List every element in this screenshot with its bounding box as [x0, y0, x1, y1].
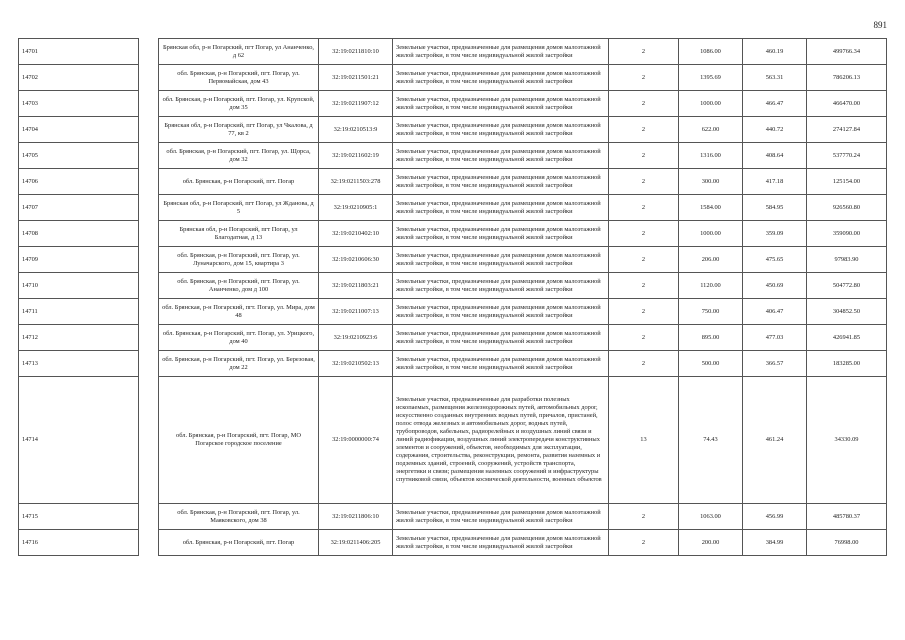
address-cell: обл. Брянская, р-н Погарский, пгт. Погар, ул. Щорса, дом 32 [159, 143, 319, 169]
cadastral-value-cell: 359090.00 [807, 221, 887, 247]
area-cell: 1063.00 [679, 504, 743, 530]
land-use-cell: Земельные участки, предназначенные для размещения домов малоэтажной жилой застройки, в том числе индивидуальной жилой застройки [393, 351, 609, 377]
spacer-cell [139, 377, 159, 504]
cadastral-value-cell: 183285.00 [807, 351, 887, 377]
cadastral-value-cell: 466470.00 [807, 91, 887, 117]
cadastral-value-cell: 426941.85 [807, 325, 887, 351]
category-cell: 2 [609, 351, 679, 377]
spacer-cell [139, 143, 159, 169]
specific-value-cell: 475.65 [743, 247, 807, 273]
category-cell: 2 [609, 221, 679, 247]
spacer-cell [139, 221, 159, 247]
spacer-cell [139, 530, 159, 556]
row-id: 14707 [19, 195, 139, 221]
land-use-cell: Земельные участки, предназначенные для размещения домов малоэтажной жилой застройки, в том числе индивидуальной жилой застройки [393, 530, 609, 556]
cadastral-number-cell: 32:19:0211503:278 [319, 169, 393, 195]
cadastral-number-cell: 32:19:0211406:205 [319, 530, 393, 556]
address-cell: обл. Брянская, р-н Погарский, пгт. Погар [159, 169, 319, 195]
category-cell: 2 [609, 504, 679, 530]
spacer-cell [139, 169, 159, 195]
cadastral-value-cell: 34330.09 [807, 377, 887, 504]
specific-value-cell: 563.31 [743, 65, 807, 91]
cadastral-value-cell: 97983.90 [807, 247, 887, 273]
address-cell: обл. Брянская, р-н Погарский, пгт. Погар [159, 530, 319, 556]
spacer-cell [139, 195, 159, 221]
table-row [19, 195, 887, 221]
cadastral-value-cell: 499766.34 [807, 39, 887, 65]
category-cell: 13 [609, 377, 679, 504]
spacer-cell [139, 39, 159, 65]
specific-value-cell: 584.95 [743, 195, 807, 221]
land-use-cell: Земельные участки, предназначенные для размещения домов малоэтажной жилой застройки, в том числе индивидуальной жилой застройки [393, 273, 609, 299]
row-id: 14705 [19, 143, 139, 169]
table-row [19, 65, 887, 91]
row-id: 14704 [19, 117, 139, 143]
row-id: 14706 [19, 169, 139, 195]
land-use-cell: Земельные участки, предназначенные для размещения домов малоэтажной жилой застройки, в том числе индивидуальной жилой застройки [393, 195, 609, 221]
specific-value-cell: 366.57 [743, 351, 807, 377]
area-cell: 74.43 [679, 377, 743, 504]
row-id: 14709 [19, 247, 139, 273]
land-use-cell: Земельные участки, предназначенные для разработки полезных ископаемых, размещения железнодорожных путей, автомобильных дорог, искусственно созданных внутренних водных путей, причалов, пристаней, полос отвода железных и автомобильных дорог, водных путей, трубопроводов, кабельных, радиорелейных и воздушных линий связи и линий радиофикации, воздушных линий электропередачи конструктивных элементов и сооружений, объектов, необходимых для эксплуатации, содержания, строительства, реконструкции, ремонта, развития наземных и подземных зданий, строений, сооружений, устройств транспорта, энергетики и связи; размещения наземных сооружений и инфраструктуры спутниковой связи, объектов космической деятельности, военных объектов [393, 377, 609, 504]
table-row [19, 117, 887, 143]
specific-value-cell: 440.72 [743, 117, 807, 143]
land-use-cell: Земельные участки, предназначенные для размещения домов малоэтажной жилой застройки, в том числе индивидуальной жилой застройки [393, 247, 609, 273]
table-row [19, 530, 887, 556]
table-row [19, 221, 887, 247]
cadastral-value-cell: 537770.24 [807, 143, 887, 169]
cadastral-value-cell: 504772.80 [807, 273, 887, 299]
row-id: 14702 [19, 65, 139, 91]
cadastral-number-cell: 32:19:0210923:6 [319, 325, 393, 351]
category-cell: 2 [609, 117, 679, 143]
cadastral-number-cell: 32:19:0211907:12 [319, 91, 393, 117]
specific-value-cell: 477.03 [743, 325, 807, 351]
address-cell: обл. Брянская, р-н Погарский, пгт. Погар, ул. Ананченко, дом д 100 [159, 273, 319, 299]
category-cell: 2 [609, 143, 679, 169]
area-cell: 895.00 [679, 325, 743, 351]
spacer-cell [139, 247, 159, 273]
cadastral-value-table [18, 38, 887, 556]
area-cell: 1000.00 [679, 91, 743, 117]
area-cell: 206.00 [679, 247, 743, 273]
table-row [19, 169, 887, 195]
area-cell: 750.00 [679, 299, 743, 325]
table-row [19, 247, 887, 273]
area-cell: 622.00 [679, 117, 743, 143]
area-cell: 1086.00 [679, 39, 743, 65]
area-cell: 1584.00 [679, 195, 743, 221]
address-cell: обл. Брянская, р-н Погарский, пгт. Погар, ул. Крупской, дом 35 [159, 91, 319, 117]
category-cell: 2 [609, 169, 679, 195]
specific-value-cell: 417.18 [743, 169, 807, 195]
cadastral-value-cell: 125154.00 [807, 169, 887, 195]
area-cell: 1316.00 [679, 143, 743, 169]
row-id: 14713 [19, 351, 139, 377]
address-cell: Брянская обл, р-н Погарский, пгт Погар, ул Благодатная, д 13 [159, 221, 319, 247]
table-row [19, 39, 887, 65]
cadastral-number-cell: 32:19:0211501:21 [319, 65, 393, 91]
cadastral-number-cell: 32:19:0210513:9 [319, 117, 393, 143]
spacer-cell [139, 91, 159, 117]
address-cell: обл. Брянская, р-н Погарский, пгт. Погар, ул. Луначарского, дом 15, квартира 3 [159, 247, 319, 273]
address-cell: обл. Брянская, р-н Погарский, пгт. Погар, ул. Первомайская, дом 43 [159, 65, 319, 91]
row-id: 14708 [19, 221, 139, 247]
land-use-cell: Земельные участки, предназначенные для размещения домов малоэтажной жилой застройки, в том числе индивидуальной жилой застройки [393, 299, 609, 325]
spacer-cell [139, 299, 159, 325]
cadastral-number-cell: 32:19:0210905:1 [319, 195, 393, 221]
table-row [19, 504, 887, 530]
cadastral-value-cell: 274127.84 [807, 117, 887, 143]
row-id: 14715 [19, 504, 139, 530]
cadastral-value-cell: 76998.00 [807, 530, 887, 556]
cadastral-number-cell: 32:19:0000000:74 [319, 377, 393, 504]
address-cell: обл. Брянская, р-н Погарский, пгт. Погар, ул. Маяковского, дом 38 [159, 504, 319, 530]
address-cell: Брянская обл, р-н Погарский, пгт Погар, ул Жданова, д 5 [159, 195, 319, 221]
land-use-cell: Земельные участки, предназначенные для размещения домов малоэтажной жилой застройки, в том числе индивидуальной жилой застройки [393, 39, 609, 65]
area-cell: 200.00 [679, 530, 743, 556]
cadastral-value-cell: 786206.13 [807, 65, 887, 91]
specific-value-cell: 460.19 [743, 39, 807, 65]
table-body [19, 39, 887, 556]
page-number: 891 [873, 20, 887, 30]
area-cell: 1120.00 [679, 273, 743, 299]
table-row [19, 377, 887, 504]
spacer-cell [139, 325, 159, 351]
spacer-cell [139, 117, 159, 143]
address-cell: Брянская обл, р-н Погарский, пгт Погар, ул Ананченко, д 62 [159, 39, 319, 65]
cadastral-value-cell: 485780.37 [807, 504, 887, 530]
specific-value-cell: 408.64 [743, 143, 807, 169]
row-id: 14701 [19, 39, 139, 65]
area-cell: 500.00 [679, 351, 743, 377]
specific-value-cell: 466.47 [743, 91, 807, 117]
cadastral-number-cell: 32:19:0210402:10 [319, 221, 393, 247]
category-cell: 2 [609, 530, 679, 556]
table-row [19, 351, 887, 377]
spacer-cell [139, 504, 159, 530]
land-use-cell: Земельные участки, предназначенные для размещения домов малоэтажной жилой застройки, в том числе индивидуальной жилой застройки [393, 221, 609, 247]
cadastral-number-cell: 32:19:0211007:13 [319, 299, 393, 325]
cadastral-number-cell: 32:19:0210502:13 [319, 351, 393, 377]
row-id: 14711 [19, 299, 139, 325]
spacer-cell [139, 65, 159, 91]
category-cell: 2 [609, 195, 679, 221]
category-cell: 2 [609, 247, 679, 273]
row-id: 14714 [19, 377, 139, 504]
table-row [19, 143, 887, 169]
row-id: 14703 [19, 91, 139, 117]
table-row [19, 91, 887, 117]
category-cell: 2 [609, 273, 679, 299]
table-row [19, 273, 887, 299]
table-row [19, 299, 887, 325]
land-use-cell: Земельные участки, предназначенные для размещения домов малоэтажной жилой застройки, в том числе индивидуальной жилой застройки [393, 91, 609, 117]
land-use-cell: Земельные участки, предназначенные для размещения домов малоэтажной жилой застройки, в том числе индивидуальной жилой застройки [393, 169, 609, 195]
land-use-cell: Земельные участки, предназначенные для размещения домов малоэтажной жилой застройки, в том числе индивидуальной жилой застройки [393, 504, 609, 530]
cadastral-value-cell: 304852.50 [807, 299, 887, 325]
row-id: 14716 [19, 530, 139, 556]
category-cell: 2 [609, 325, 679, 351]
area-cell: 300.00 [679, 169, 743, 195]
specific-value-cell: 461.24 [743, 377, 807, 504]
address-cell: Брянская обл, р-н Погарский, пгт Погар, ул Чкалова, д 77, кв 2 [159, 117, 319, 143]
address-cell: обл. Брянская, р-н Погарский, пгт. Погар, ул. Урицкого, дом 40 [159, 325, 319, 351]
cadastral-number-cell: 32:19:0211602:19 [319, 143, 393, 169]
specific-value-cell: 384.99 [743, 530, 807, 556]
category-cell: 2 [609, 299, 679, 325]
address-cell: обл. Брянская, р-н Погарский, пгт. Погар, МО Погарское городское поселение [159, 377, 319, 504]
area-cell: 1395.69 [679, 65, 743, 91]
cadastral-number-cell: 32:19:0211803:21 [319, 273, 393, 299]
spacer-cell [139, 273, 159, 299]
specific-value-cell: 450.69 [743, 273, 807, 299]
specific-value-cell: 359.09 [743, 221, 807, 247]
cadastral-value-cell: 926560.80 [807, 195, 887, 221]
cadastral-number-cell: 32:19:0211810:10 [319, 39, 393, 65]
cadastral-number-cell: 32:19:0210606:30 [319, 247, 393, 273]
category-cell: 2 [609, 91, 679, 117]
land-use-cell: Земельные участки, предназначенные для размещения домов малоэтажной жилой застройки, в том числе индивидуальной жилой застройки [393, 143, 609, 169]
row-id: 14712 [19, 325, 139, 351]
cadastral-number-cell: 32:19:0211806:10 [319, 504, 393, 530]
category-cell: 2 [609, 39, 679, 65]
row-id: 14710 [19, 273, 139, 299]
category-cell: 2 [609, 65, 679, 91]
land-use-cell: Земельные участки, предназначенные для размещения домов малоэтажной жилой застройки, в том числе индивидуальной жилой застройки [393, 325, 609, 351]
specific-value-cell: 406.47 [743, 299, 807, 325]
spacer-cell [139, 351, 159, 377]
specific-value-cell: 456.99 [743, 504, 807, 530]
address-cell: обл. Брянская, р-н Погарский, пгт. Погар, ул. Мира, дом 48 [159, 299, 319, 325]
land-use-cell: Земельные участки, предназначенные для размещения домов малоэтажной жилой застройки, в том числе индивидуальной жилой застройки [393, 117, 609, 143]
land-use-cell: Земельные участки, предназначенные для размещения домов малоэтажной жилой застройки, в том числе индивидуальной жилой застройки [393, 65, 609, 91]
table-row [19, 325, 887, 351]
area-cell: 1000.00 [679, 221, 743, 247]
address-cell: обл. Брянская, р-н Погарский, пгт. Погар, ул. Березовая, дом 22 [159, 351, 319, 377]
